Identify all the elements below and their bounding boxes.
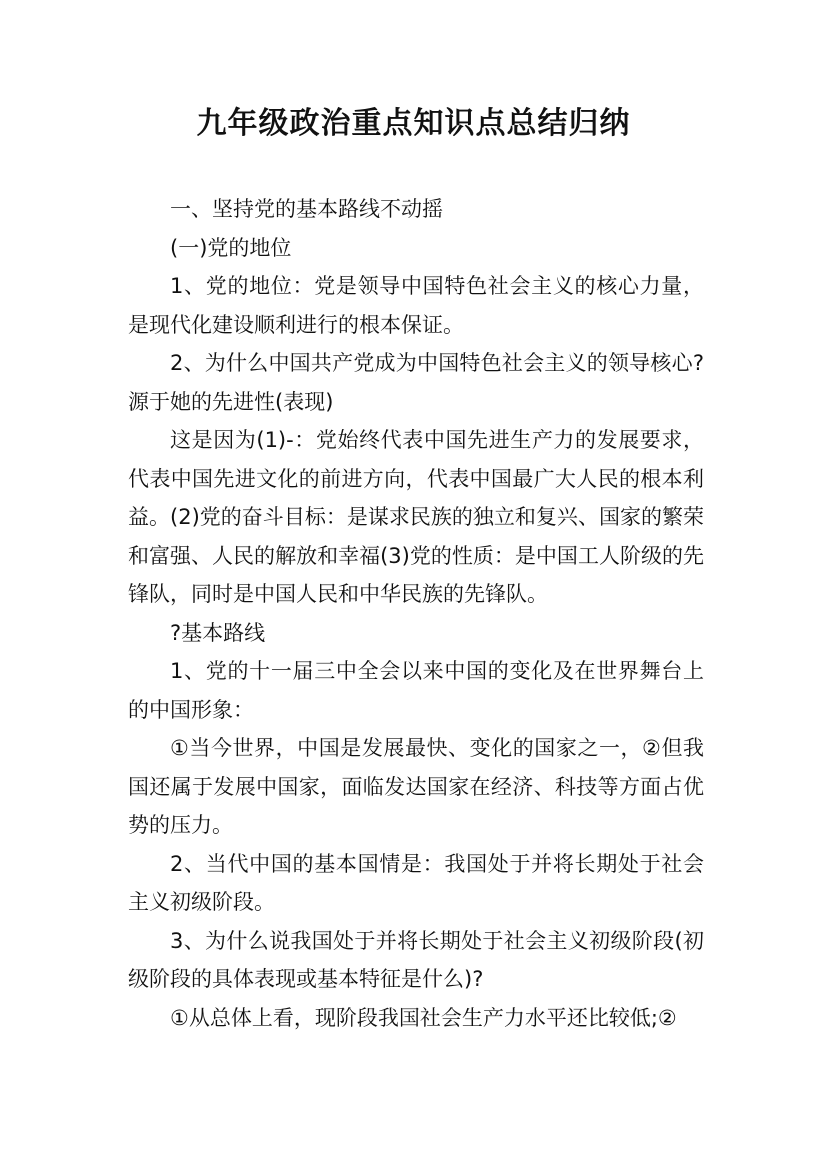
paragraph: ①从总体上看，现阶段我国社会生产力水平还比较低;② bbox=[170, 1005, 677, 1030]
paragraph: 2、当代中国的基本国情是：我国处于并将长期处于社会主义初级阶段。 bbox=[128, 851, 704, 914]
document-title: 九年级政治重点知识点总结归纳 bbox=[196, 106, 631, 141]
paragraph: 这是因为(1)-：党始终代表中国先进生产力的发展要求，代表中国先进文化的前进方向，代表中国最广大人民的根本利益。(2)党的奋斗目标：是谋求民族的独立和复兴、国家的繁荣和富强、人民的解放和幸福(3)党的性质：是中国工人阶级的先锋队，同时是中国人民和中华民族的先锋队。 bbox=[128, 428, 704, 606]
paragraph: 2、为什么中国共产党成为中国特色社会主义的领导核心?源于她的先进性(表现) bbox=[128, 351, 704, 414]
paragraph: 1、党的十一届三中全会以来中国的变化及在世界舞台上的中国形象： bbox=[128, 659, 704, 722]
paragraph: 1、党的地位：党是领导中国特色社会主义的核心力量，是现代化建设顺利进行的根本保证。 bbox=[128, 274, 704, 337]
paragraph: ①当今世界，中国是发展最快、变化的国家之一，②但我国还属于发展中国家，面临发达国家在经济、科技等方面占优势的压力。 bbox=[128, 736, 704, 837]
document-body bbox=[128, 190, 704, 1037]
paragraph-subsection-heading: ?基本路线 bbox=[170, 620, 266, 645]
paragraph-subsection-heading: (一)党的地位 bbox=[170, 235, 292, 260]
paragraph: 3、为什么说我国处于并将长期处于社会主义初级阶段(初级阶段的具体表现或基本特征是什么)? bbox=[128, 928, 704, 991]
paragraph-section-heading: 一、坚持党的基本路线不动摇 bbox=[170, 197, 443, 221]
